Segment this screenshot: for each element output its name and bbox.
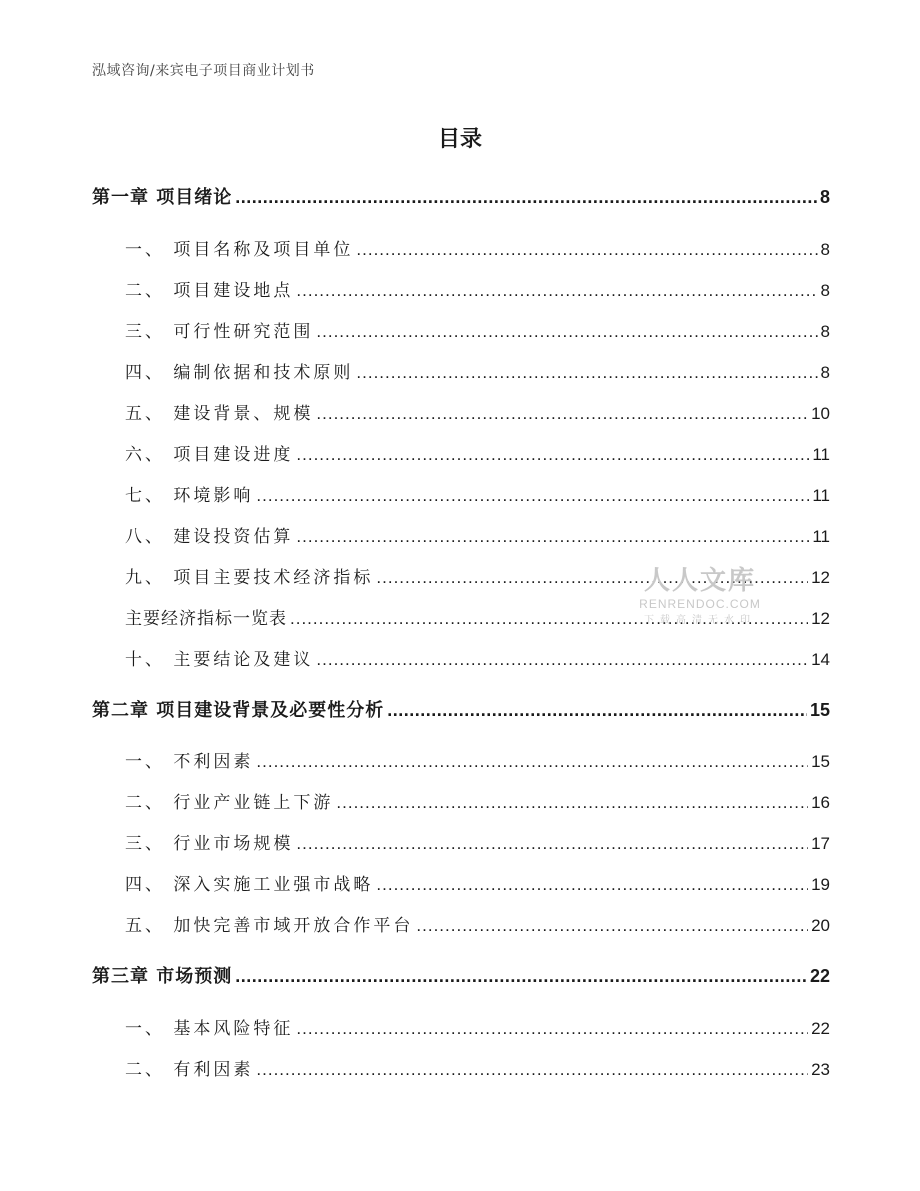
toc-entry-label: 第一章 项目绪论	[92, 187, 233, 208]
toc-leader-dots	[235, 966, 807, 987]
toc-entry-label: 七、 环境影响	[125, 486, 254, 506]
toc-chapter-2[interactable]	[92, 696, 830, 722]
toc-entry-label: 十、 主要结论及建议	[125, 650, 314, 670]
toc-leader-dots	[356, 363, 817, 383]
toc-leader-dots	[336, 793, 808, 813]
toc-leader-dots	[256, 1060, 808, 1080]
toc-entry-label: 主要经济指标一览表	[125, 609, 287, 629]
toc-chapter-1[interactable]	[92, 183, 830, 209]
toc-entry-label: 五、 建设背景、规模	[125, 404, 314, 424]
toc-page-number: 8	[820, 322, 830, 341]
toc-page-number: 8	[820, 281, 830, 300]
toc-page-number: 12	[811, 568, 830, 587]
toc-entry-label: 二、 项目建设地点	[125, 281, 294, 301]
toc-title: 目录	[437, 127, 482, 152]
toc-entry-label: 一、 基本风险特征	[125, 1019, 294, 1039]
toc-page-number: 19	[811, 875, 830, 894]
toc-section[interactable]	[125, 440, 830, 465]
toc-entry-label: 三、 行业市场规模	[125, 834, 294, 854]
toc-entry-label: 二、 行业产业链上下游	[125, 793, 334, 813]
toc-page-number: 15	[809, 700, 830, 720]
toc-page-number: 20	[811, 916, 830, 935]
toc-entry-label: 第三章 市场预测	[92, 966, 233, 987]
toc-page-number: 22	[809, 966, 830, 986]
watermark-logo-text: 人人文库	[643, 566, 756, 596]
toc-entry-label: 一、 不利因素	[125, 752, 254, 772]
toc-section[interactable]	[125, 522, 830, 547]
toc-page-number: 23	[811, 1060, 830, 1079]
watermark-url: RENRENDOC.COM	[639, 597, 761, 611]
toc-leader-dots	[296, 834, 808, 854]
toc-entry-label: 九、 项目主要技术经济指标	[125, 568, 374, 588]
toc-chapter-3[interactable]	[92, 962, 830, 988]
toc-leader-dots	[290, 609, 808, 629]
toc-leader-dots	[296, 1019, 808, 1039]
toc-section[interactable]	[125, 1055, 830, 1080]
toc-page-number: 14	[811, 650, 830, 669]
toc-entry-label: 四、 编制依据和技术原则	[125, 363, 354, 383]
toc-leader-dots	[316, 404, 808, 424]
toc-section[interactable]	[125, 604, 830, 629]
watermark-subtitle: 下载高清无水印	[644, 615, 756, 626]
toc-leader-dots	[376, 568, 808, 588]
running-header: 泓域咨询/来宾电子项目商业计划书	[92, 63, 315, 79]
toc-page-number: 11	[812, 445, 830, 464]
toc-leader-dots	[256, 752, 808, 772]
toc-section[interactable]	[125, 399, 830, 424]
toc-section[interactable]	[125, 276, 830, 301]
toc-entry-label: 五、 加快完善市域开放合作平台	[125, 916, 414, 936]
toc-section[interactable]	[125, 358, 830, 383]
toc-leader-dots	[256, 486, 809, 506]
toc-page-number: 22	[811, 1019, 830, 1038]
toc-leader-dots	[296, 281, 817, 301]
toc-entry-label: 四、 深入实施工业强市战略	[125, 875, 374, 895]
toc-page-number: 15	[811, 752, 830, 771]
toc-leader-dots	[235, 187, 817, 208]
toc-entry-label: 八、 建设投资估算	[125, 527, 294, 547]
toc-section[interactable]	[125, 788, 830, 813]
toc-page-number: 17	[811, 834, 830, 853]
toc-leader-dots	[296, 527, 809, 547]
toc-section[interactable]	[125, 911, 830, 936]
toc-entry-label: 二、 有利因素	[125, 1060, 254, 1080]
toc-section[interactable]	[125, 235, 830, 260]
toc-section[interactable]	[125, 317, 830, 342]
toc-leader-dots	[416, 916, 808, 936]
toc-leader-dots	[316, 322, 817, 342]
toc-page-number: 8	[819, 187, 830, 207]
toc-section[interactable]	[125, 1014, 830, 1039]
toc-section[interactable]	[125, 645, 830, 670]
toc-entry-label: 三、 可行性研究范围	[125, 322, 314, 342]
toc-page-number: 11	[812, 527, 830, 546]
toc-section[interactable]	[125, 747, 830, 772]
toc-page-number: 10	[811, 404, 830, 423]
toc-page-number: 8	[820, 363, 830, 382]
toc-page-number: 11	[812, 486, 830, 505]
toc-leader-dots	[376, 875, 808, 895]
toc-leader-dots	[356, 240, 817, 260]
toc-leader-dots	[296, 445, 809, 465]
toc-section[interactable]	[125, 870, 830, 895]
toc-leader-dots	[387, 700, 807, 721]
toc-page-number: 12	[811, 609, 830, 628]
toc-page-number: 16	[811, 793, 830, 812]
toc-entry-label: 一、 项目名称及项目单位	[125, 240, 354, 260]
toc-leader-dots	[316, 650, 808, 670]
toc-entry-label: 六、 项目建设进度	[125, 445, 294, 465]
toc-section[interactable]	[125, 829, 830, 854]
toc-page-number: 8	[820, 240, 830, 259]
toc-section[interactable]	[125, 563, 830, 588]
toc-entry-label: 第二章 项目建设背景及必要性分析	[92, 700, 385, 721]
toc-section[interactable]	[125, 481, 830, 506]
